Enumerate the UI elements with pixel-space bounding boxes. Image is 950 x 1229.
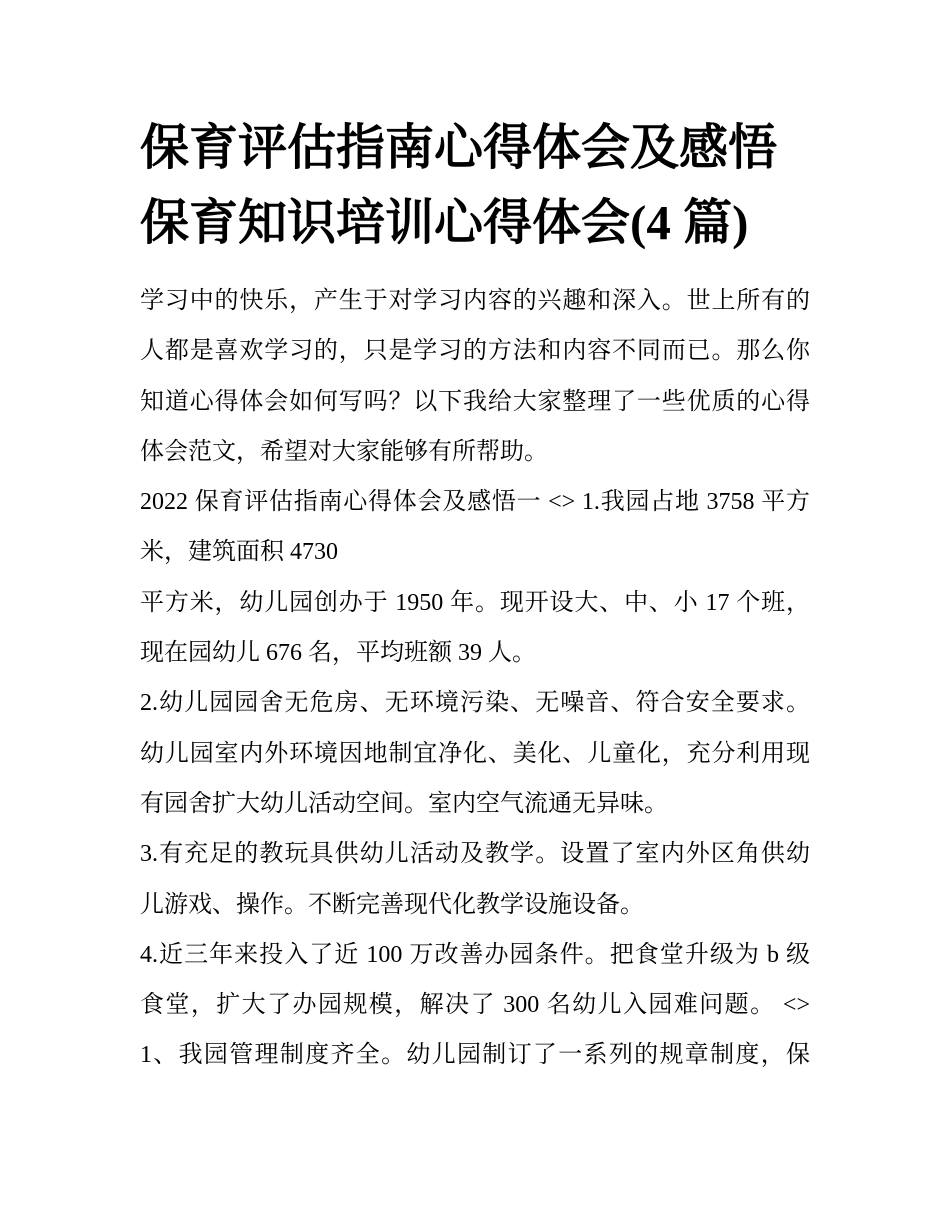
body-line-4: 体会范文，希望对大家能够有所帮助。 — [140, 438, 548, 465]
title-line-2: 保育知识培训心得体会(4 篇) — [140, 195, 749, 250]
title-line-1: 保育评估指南心得体会及感悟 — [140, 120, 778, 175]
body-line-16: 1、我园管理制度齐全。幼儿园制订了一系列的规章制度，保 — [140, 1042, 810, 1069]
body-line-2: 人都是喜欢学习的，只是学习的方法和内容不同而已。那么你 — [140, 338, 810, 365]
body-line-11: 有园舍扩大幼儿活动空间。室内空气流通无异味。 — [140, 790, 668, 817]
body-line-3: 知道心得体会如何写吗？以下我给大家整理了一些优质的心得 — [140, 388, 810, 415]
body-line-8: 现在园幼儿 676 名，平均班额 39 人。 — [140, 640, 536, 667]
document-body — [140, 276, 810, 1081]
body-line-9: 2.幼儿园园舍无危房、无环境污染、无噪音、符合安全要求。 — [140, 690, 810, 717]
document-title — [140, 110, 810, 260]
body-line-5: 2022 保育评估指南心得体会及感悟一 <> 1.我园占地 3758 平方 — [140, 489, 810, 516]
body-line-15: 食堂，扩大了办园规模，解决了 300 名幼儿入园难问题。 <> — [140, 992, 810, 1019]
body-line-13: 儿游戏、操作。不断完善现代化教学设施设备。 — [140, 891, 644, 918]
body-line-6: 米，建筑面积 4730 — [140, 539, 338, 566]
body-line-7: 平方米，幼儿园创办于 1950 年。现开设大、中、小 17 个班， — [140, 589, 810, 616]
body-line-10: 幼儿园室内外环境因地制宜净化、美化、儿童化，充分利用现 — [140, 740, 810, 767]
body-line-14: 4.近三年来投入了近 100 万改善办园条件。把食堂升级为 b 级 — [140, 941, 810, 968]
body-line-12: 3.有充足的教玩具供幼儿活动及教学。设置了室内外区角供幼 — [140, 841, 810, 868]
body-line-1: 学习中的快乐，产生于对学习内容的兴趣和深入。世上所有的 — [140, 288, 810, 314]
